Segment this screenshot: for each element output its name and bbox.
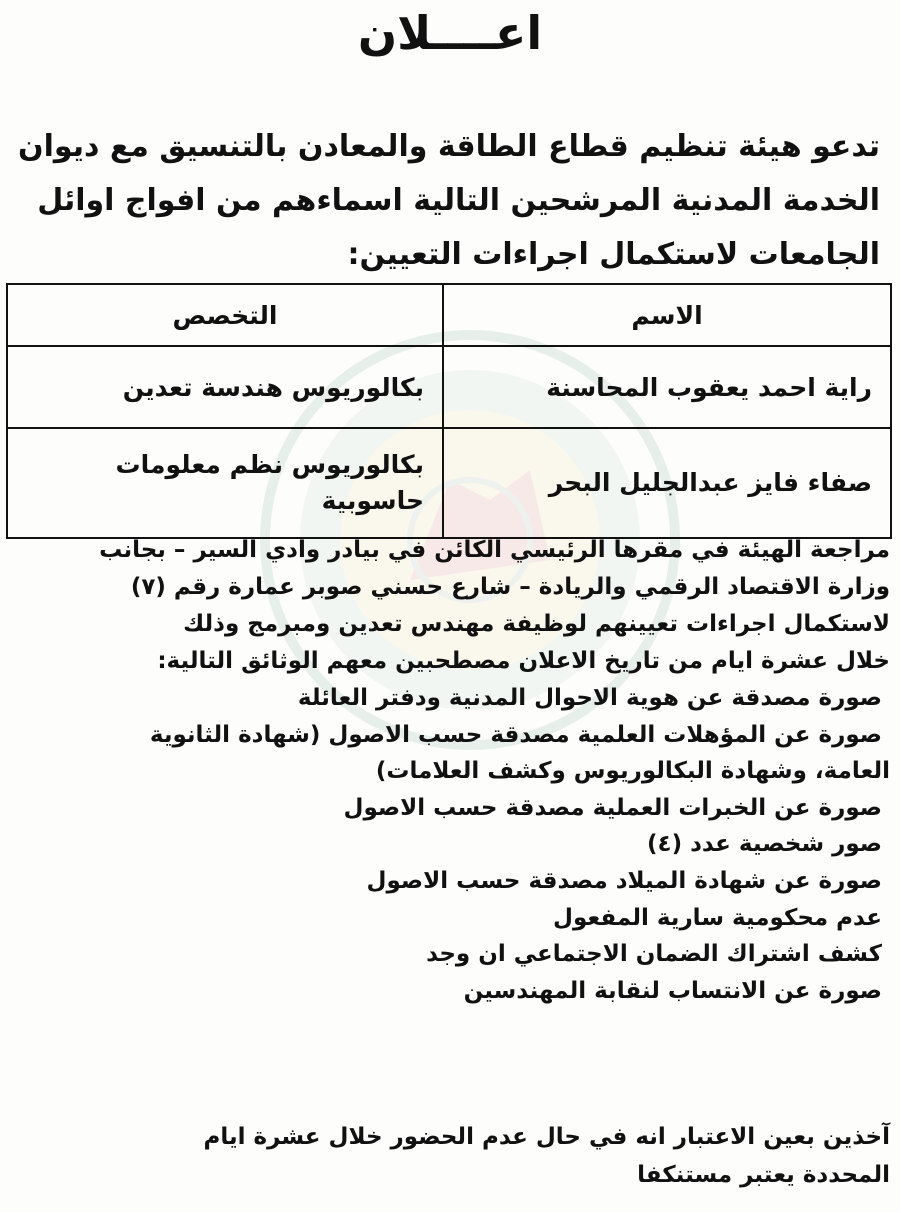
specialization-line: حاسوبية: [321, 486, 424, 515]
intro-line: الخدمة المدنية المرشحين التالية اسماءهم من افواج اوائل: [37, 183, 880, 218]
list-item: صورة عن شهادة الميلاد مصدقة حسب الاصول: [366, 867, 882, 894]
intro-line: الجامعات لاستكمال اجراءات التعيين:: [347, 237, 880, 272]
table-row: [7, 428, 891, 538]
closing-paragraph: [10, 1118, 890, 1194]
table-row: [7, 346, 891, 428]
list-item: صورة عن الخبرات العملية مصدقة حسب الاصول: [343, 794, 882, 821]
instructions-line: خلال عشرة ايام من تاريخ الاعلان مصطحبين معهم الوثائق التالية:: [157, 648, 890, 674]
list-item: صورة عن المؤهلات العلمية مصدقة حسب الاصول (شهادة الثانوية: [149, 721, 882, 748]
list-item: صورة عن الانتساب لنقابة المهندسين: [463, 977, 882, 1004]
specialization-line: بكالوريوس هندسة تعدين: [122, 372, 424, 402]
required-documents-list: [10, 680, 890, 1009]
list-item-continuation: العامة، وشهادة البكالوريوس وكشف العلامات): [375, 758, 890, 785]
instructions-paragraph: [10, 532, 890, 680]
list-item: كشف اشتراك الضمان الاجتماعي ان وجد: [426, 941, 882, 968]
list-item: صور شخصية عدد (٤): [647, 831, 882, 858]
instructions-line: وزارة الاقتصاد الرقمي والريادة – شارع حسني صوبر عمارة رقم (٧): [130, 574, 890, 600]
candidate-specialization: [7, 428, 443, 538]
list-item: عدم محكومية سارية المفعول: [553, 904, 882, 931]
announcement-title: اعــــلان: [357, 6, 543, 60]
list-item: صورة مصدقة عن هوية الاحوال المدنية ودفتر العائلة: [297, 685, 882, 711]
candidate-name: صفاء فايز عبدالجليل البحر: [443, 428, 891, 538]
closing-line: المحددة يعتبر مستنكفا: [637, 1162, 890, 1188]
instructions-line: مراجعة الهيئة في مقرها الرئيسي الكائن في بيادر وادي السير – بجانب: [99, 537, 890, 563]
intro-paragraph: [20, 120, 880, 282]
instructions-line: لاستكمال اجراءات تعيينهم لوظيفة مهندس تعدين ومبرمج وذلك: [183, 611, 890, 637]
column-header-specialization: التخصص: [7, 284, 443, 346]
candidate-specialization: [7, 346, 443, 428]
column-header-name: الاسم: [443, 284, 891, 346]
candidate-name: راية احمد يعقوب المحاسنة: [443, 346, 891, 428]
intro-line: تدعو هيئة تنظيم قطاع الطاقة والمعادن بالتنسيق مع ديوان: [18, 129, 880, 164]
candidates-table: [6, 283, 892, 539]
specialization-line: بكالوريوس نظم معلومات: [115, 450, 424, 479]
table-header-row: [7, 284, 891, 346]
closing-line: آخذين بعين الاعتبار انه في حال عدم الحضور خلال عشرة ايام: [203, 1124, 890, 1150]
